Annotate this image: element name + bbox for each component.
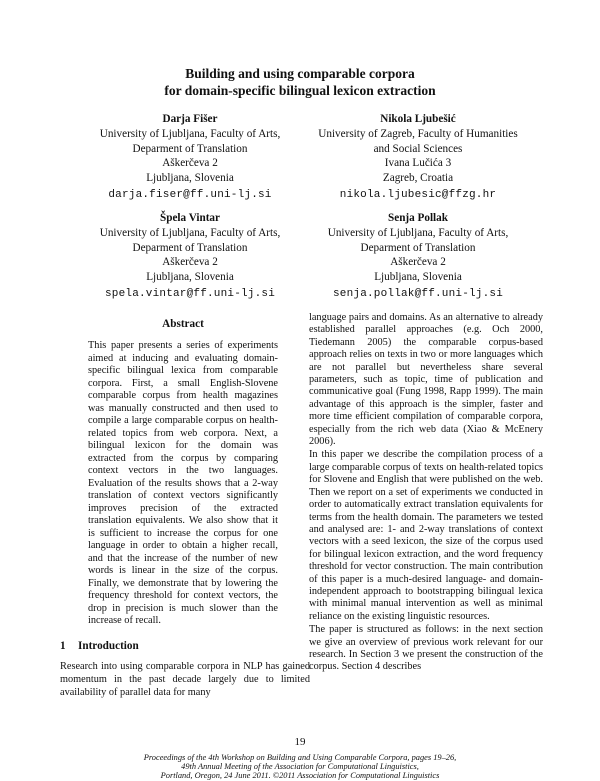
affiliation-line: Ljubljana, Slovenia bbox=[146, 172, 234, 185]
affiliation-line: Aškerčeva 2 bbox=[162, 157, 218, 170]
title-line-2: for domain-specific bilingual lexicon extraction bbox=[164, 83, 436, 98]
section-heading-introduction bbox=[60, 640, 139, 652]
section-number: 1 bbox=[60, 640, 66, 652]
affiliation-line: Aškerčeva 2 bbox=[162, 256, 218, 269]
author-name: Darja Fišer bbox=[162, 113, 218, 125]
author-block bbox=[288, 211, 548, 302]
affiliation-line: and Social Sciences bbox=[373, 142, 463, 155]
affiliation-line: Aškerčeva 2 bbox=[390, 256, 446, 269]
proceedings-footer bbox=[0, 753, 600, 781]
author-name: Nikola Ljubešić bbox=[380, 113, 456, 125]
affiliation-line: Deparment of Translation bbox=[132, 241, 248, 254]
affiliation-line: University of Zagreb, Faculty of Humanities bbox=[318, 127, 518, 140]
footer-line: Proceedings of the 4th Workshop on Building and Using Comparable Corpora, pages 19–26, bbox=[143, 753, 457, 762]
abstract-heading: Abstract bbox=[162, 318, 204, 330]
author-email: darja.fiser@ff.uni-lj.si bbox=[108, 188, 272, 201]
author-email: spela.vintar@ff.uni-lj.si bbox=[104, 287, 276, 300]
affiliation-line: University of Ljubljana, Faculty of Arts, bbox=[99, 127, 281, 140]
author-name: Špela Vintar bbox=[160, 212, 220, 224]
affiliation-line: Zagreb, Croatia bbox=[382, 172, 454, 185]
body-paragraph: The paper is structured as follows: in the next section we give an overview of previous work relevant for our research. In Section 3 we present the construction of the corpus. Section 4 describes bbox=[309, 624, 543, 673]
author-block bbox=[60, 112, 320, 203]
author-block bbox=[60, 211, 320, 302]
title-line-1: Building and using comparable corpora bbox=[185, 66, 415, 81]
affiliation-line: Ljubljana, Slovenia bbox=[146, 271, 234, 284]
affiliation-line: University of Ljubljana, Faculty of Arts, bbox=[327, 226, 509, 239]
body-paragraph: In this paper we describe the compilation process of a large comparable corpus of texts on health-related topics for Slovene and English that were published on the web. Then we report on a set of experiments we conducted in order to automatically extract translation equivalents for terms from the health domain. The parameters we tested and analysed are: 1- and 2-way translations of context vectors with a seed lexicon, the size of the corpus used for bilingual lexicon extraction, and the word frequency threshold for vector construction. The main contribution of this paper is a much-desired language- and domain-independent approach to bootstrapping bilingual lexica with minimal manual intervention as well as minimal reliance on the existing linguistic resources. bbox=[309, 449, 543, 622]
author-email: senja.pollak@ff.uni-lj.si bbox=[332, 287, 504, 300]
abstract-text: This paper presents a series of experiments aimed at inducing and evaluating domain-specific bilingual lexica from comparable corpora. First, a small English-Slovene comparable corpus from health magazines was manually constructed and then used to compile a large comparable corpus on health-related topics from web corpora. Next, a bilingual lexicon for the domain was extracted from the corpus by comparing context vectors in the two languages. Evaluation of the results shows that a 2-way translation of context vectors significantly improves precision of the extracted translation equivalents. We also show that it is sufficient to increase the corpus for one language in order to obtain a higher recall, and that the increase of the number of new words is linear in the size of the corpus. Finally, we demonstrate that by lowering the frequency threshold for context vectors, the drop in precision is much slower than the increase of recall. bbox=[88, 340, 278, 626]
section-title: Introduction bbox=[78, 640, 139, 652]
affiliation-line: Deparment of Translation bbox=[360, 241, 476, 254]
page-number: 19 bbox=[294, 736, 306, 748]
body-paragraph: language pairs and domains. As an alternative to already established parallel approaches (e.g. Och 2000, Tiedemann 2005) the comparable corpus-based approach relies on texts in two or more languages which are not parallel but nevertheless share several parameters, such as topic, time of publication and communicative goal (Fung 1998, Rapp 1999). The main advantage of this approach is the simpler, faster and more time efficient compilation of comparable corpora, especially from the rich web data (Xiao & McEnery 2006). bbox=[309, 312, 543, 448]
author-block bbox=[288, 112, 548, 203]
affiliation-line: University of Ljubljana, Faculty of Arts, bbox=[99, 226, 281, 239]
author-name: Senja Pollak bbox=[388, 212, 448, 224]
paper-title bbox=[0, 65, 600, 99]
affiliation-line: Deparment of Translation bbox=[132, 142, 248, 155]
footer-line: 49th Annual Meeting of the Association for Computational Linguistics, bbox=[181, 762, 419, 772]
affiliation-line: Ivana Lučića 3 bbox=[384, 157, 452, 170]
author-email: nikola.ljubesic@ffzg.hr bbox=[339, 188, 497, 201]
introduction-text: Research into using comparable corpora in NLP has gained momentum in the past decade largely due to limited availability of parallel data for many bbox=[60, 661, 310, 699]
affiliation-line: Ljubljana, Slovenia bbox=[374, 271, 462, 284]
right-column bbox=[309, 312, 543, 675]
footer-line: Portland, Oregon, 24 June 2011. ©2011 Association for Computational Linguistics bbox=[160, 771, 440, 781]
